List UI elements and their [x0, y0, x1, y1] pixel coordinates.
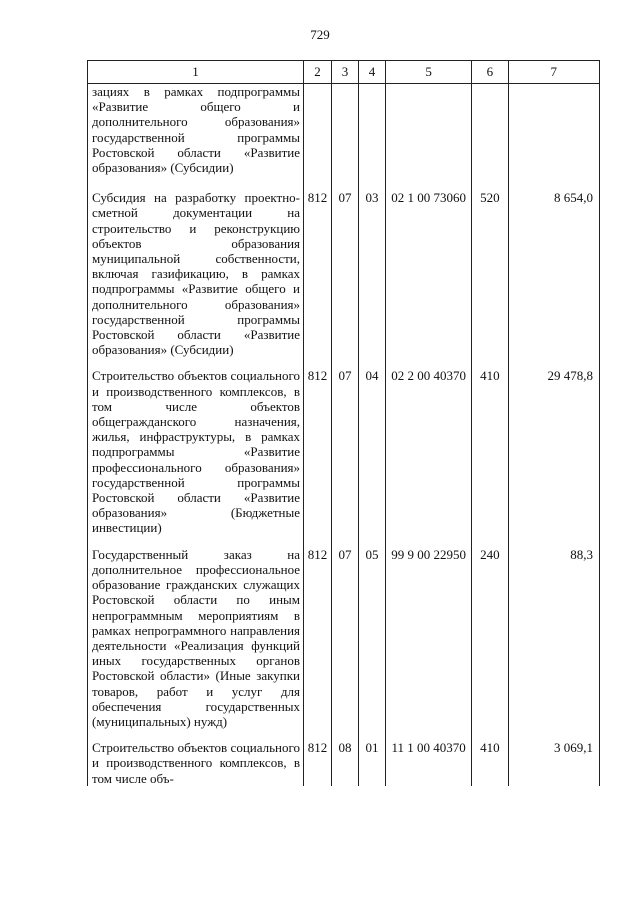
amount: 29 478,8 — [508, 365, 599, 543]
amount: 8 654,0 — [508, 187, 599, 365]
table-row — [88, 737, 600, 786]
subsection-code: 01 — [359, 737, 386, 786]
target-article-code: 02 2 00 40370 — [386, 365, 472, 543]
ved-code: 812 — [304, 187, 332, 365]
subsection-code: 03 — [359, 187, 386, 365]
column-header-2: 2 — [304, 61, 332, 84]
expense-name: Государственный заказ на дополнительное профессиональное образование гражданских служащих Ростовской области по иным непрограммным мероприятиям в рамках непрограммного направления деятельности «Реализация функций иных государственных органов Ростовской области» (Иные закупки товаров, работ и услуг для обеспечения государственных (муниципальных) нужд) — [88, 544, 304, 737]
ved-code: 812 — [304, 737, 332, 786]
expense-name: Строительство объектов социального и производственного комплексов, в том числе объектов общегражданского назначения, жилья, инфраструктуры, в рамках подпрограммы «Развитие профессионального образования» государственной программы Ростовской области «Развитие образования» (Бюджетные инвестиции) — [88, 365, 304, 543]
target-article-code — [386, 84, 472, 188]
section-code: 07 — [332, 544, 359, 737]
table-row — [88, 187, 600, 365]
table-row — [88, 544, 600, 737]
expense-name: Субсидия на разработку проектно-сметной документации на строительство и реконструкцию объектов образования муниципальной собственности, включая газификацию, в рамках подпрограммы «Развитие общего и дополнительного образования» государственной программы Ростовской области «Развитие образования» (Субсидии) — [88, 187, 304, 365]
table-row — [88, 84, 600, 188]
section-code: 07 — [332, 365, 359, 543]
column-header-6: 6 — [472, 61, 508, 84]
expense-type-code: 410 — [472, 737, 508, 786]
ved-code — [304, 84, 332, 188]
subsection-code: 04 — [359, 365, 386, 543]
expense-type-code: 410 — [472, 365, 508, 543]
ved-code: 812 — [304, 365, 332, 543]
target-article-code: 99 9 00 22950 — [386, 544, 472, 737]
ved-code: 812 — [304, 544, 332, 737]
amount: 88,3 — [508, 544, 599, 737]
section-code: 07 — [332, 187, 359, 365]
expense-type-code — [472, 84, 508, 188]
target-article-code: 11 1 00 40370 — [386, 737, 472, 786]
expense-name: зациях в рамках подпрограммы «Развитие общего и дополнительного образования» государственной программы Ростовской области «Развитие образования» (Субсидии) — [88, 84, 304, 188]
column-header-7: 7 — [508, 61, 599, 84]
expense-type-code: 520 — [472, 187, 508, 365]
subsection-code: 05 — [359, 544, 386, 737]
table-row — [88, 365, 600, 543]
column-header-3: 3 — [332, 61, 359, 84]
target-article-code: 02 1 00 73060 — [386, 187, 472, 365]
column-header-5: 5 — [386, 61, 472, 84]
subsection-code — [359, 84, 386, 188]
column-header-1: 1 — [88, 61, 304, 84]
amount — [508, 84, 599, 188]
section-code: 08 — [332, 737, 359, 786]
column-header-4: 4 — [359, 61, 386, 84]
page-number: 729 — [310, 27, 330, 42]
header-row — [88, 61, 600, 84]
expense-type-code: 240 — [472, 544, 508, 737]
amount: 3 069,1 — [508, 737, 599, 786]
budget-table — [87, 60, 600, 786]
expense-name: Строительство объектов социального и производственного комплексов, в том числе объ- — [88, 737, 304, 786]
section-code — [332, 84, 359, 188]
